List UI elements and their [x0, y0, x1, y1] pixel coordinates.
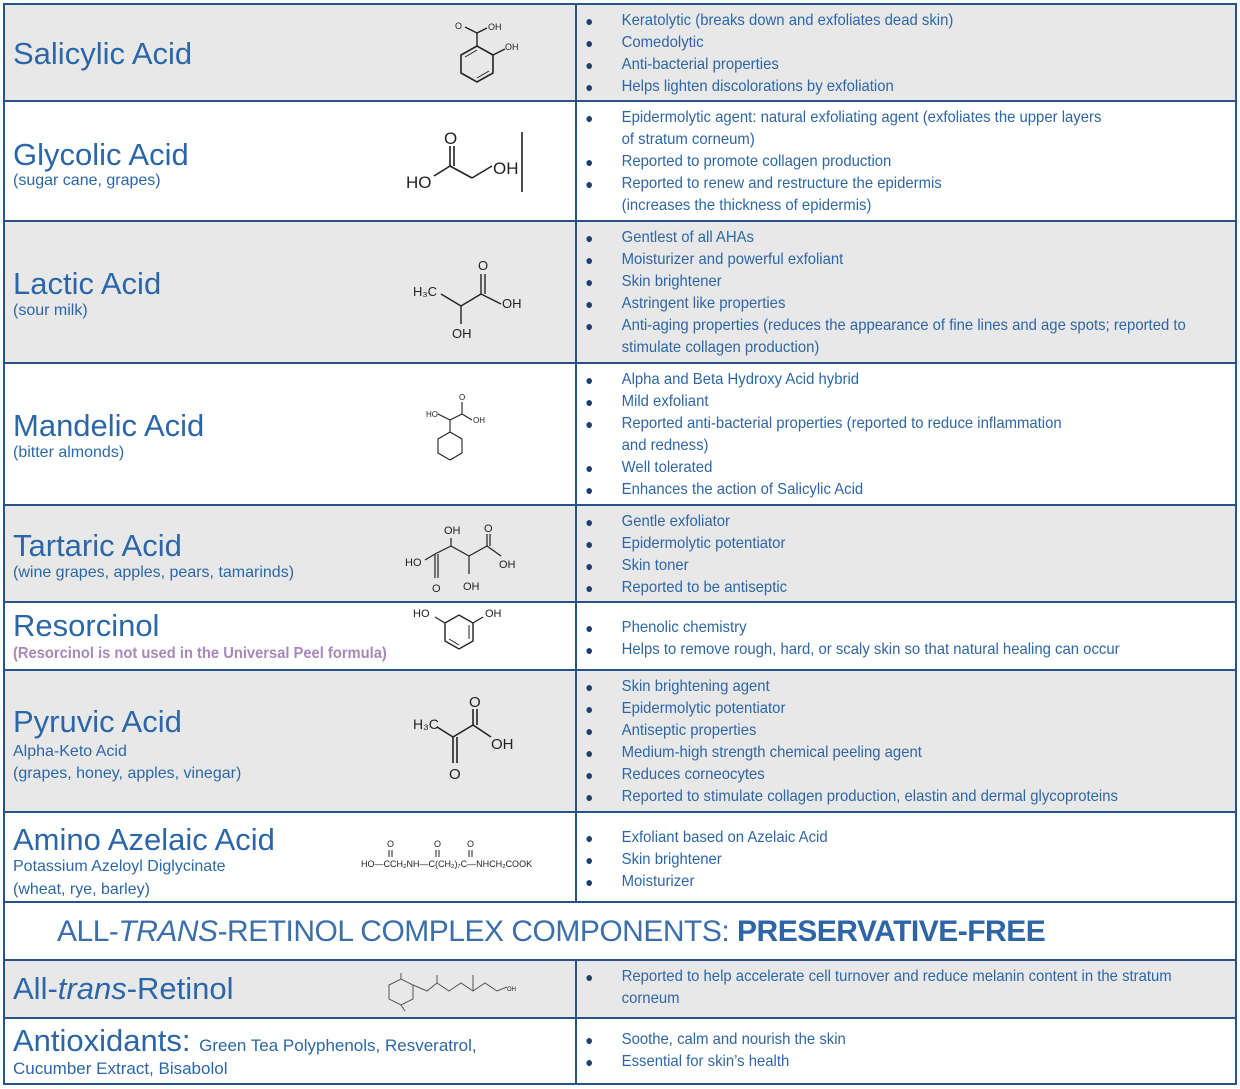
list-item: ● Well tolerated	[585, 459, 713, 476]
ingredient-cell	[5, 222, 575, 362]
property-list	[577, 617, 1235, 661]
list-item: ● Comedolytic	[585, 34, 704, 51]
lactic-structure-icon	[405, 250, 535, 342]
list-item: ● Reported anti-bacterial properties (reported to reduce inflammation	[585, 415, 1062, 432]
properties-cell	[575, 1019, 1235, 1083]
list-item: ● Epidermolytic agent: natural exfoliating agent (exfoliates the upper layers	[585, 109, 1102, 126]
svg-text:HO: HO	[406, 173, 432, 192]
table-row-mandelic	[5, 364, 1235, 506]
amino-azelaic-structure-icon	[357, 835, 557, 875]
ingredient-cell	[5, 813, 575, 901]
svg-text:O: O	[434, 839, 442, 849]
ingredient-cell	[5, 506, 575, 601]
svg-text:OH: OH	[473, 416, 485, 425]
list-item: ● Enhances the action of Salicylic Acid	[585, 481, 864, 498]
svg-text:OH: OH	[499, 559, 516, 571]
table-row-tartaric	[5, 506, 1235, 603]
list-item: ● Epidermolytic potentiator	[585, 700, 786, 717]
svg-text:OH: OH	[452, 326, 472, 341]
ingredients-table	[3, 3, 1237, 1085]
list-item: ● Exfoliant based on Azelaic Acid	[585, 829, 828, 846]
list-item: ● Gentle exfoliator	[585, 513, 730, 530]
table-row-amino-azelaic	[5, 813, 1235, 903]
ingredient-cell	[5, 671, 575, 811]
list-item: ● Reduces corneocytes	[585, 766, 765, 783]
list-item: and redness)	[621, 437, 709, 454]
svg-text:H₃C: H₃C	[413, 716, 439, 732]
list-item: ● Reported to be antiseptic	[585, 579, 788, 596]
list-item: ● Alpha and Beta Hydroxy Acid hybrid	[585, 371, 860, 388]
ingredient-name: All-trans-Retinol	[13, 971, 234, 1006]
ingredient-cell	[5, 961, 575, 1017]
ingredient-cell	[5, 5, 575, 100]
list-item: ● Medium-high strength chemical peeling agent	[585, 744, 922, 761]
properties-cell	[575, 102, 1235, 220]
ingredient-source: (sour milk)	[13, 302, 88, 319]
section-title: ALL-TRANS-RETINOL COMPLEX COMPONENTS: PRESERVATIVE-FREE	[57, 915, 1046, 948]
svg-text:O: O	[459, 393, 466, 402]
ingredient-name: Glycolic Acid	[13, 137, 189, 172]
svg-text:O: O	[387, 839, 395, 849]
list-item: ● Gentlest of all AHAs	[585, 229, 754, 246]
retinol-structure-icon	[375, 965, 525, 1015]
list-item: ● Antiseptic properties	[585, 722, 757, 739]
svg-text:HO: HO	[426, 410, 438, 419]
list-item: ● Phenolic chemistry	[585, 619, 747, 636]
properties-cell	[575, 813, 1235, 901]
property-list	[577, 827, 1235, 893]
list-item: corneum	[621, 990, 680, 1007]
tartaric-structure-icon	[397, 516, 527, 600]
formula-note: (Resorcinol is not used in the Universal Peel formula)	[13, 645, 387, 662]
list-item: ● Epidermolytic potentiator	[585, 535, 786, 552]
list-item: ● Helps to remove rough, hard, or scaly skin so that natural healing can occur	[585, 641, 1120, 658]
list-item: ● Essential for skin’s health	[585, 1053, 790, 1070]
svg-text:O: O	[484, 523, 493, 535]
list-item: ● Moisturizer	[585, 873, 695, 890]
property-list	[577, 227, 1235, 359]
ingredient-name: Mandelic Acid	[13, 408, 205, 443]
ingredient-cell	[5, 364, 575, 504]
ingredient-name: Antioxidants: Green Tea Polyphenols, Resveratrol,	[13, 1023, 477, 1058]
svg-text:OH: OH	[507, 987, 516, 993]
list-item: stimulate collagen production)	[621, 339, 820, 356]
svg-text:H₃C: H₃C	[413, 284, 438, 299]
table-row-antioxidants	[5, 1019, 1235, 1083]
properties-cell	[575, 222, 1235, 362]
ingredient-cell	[5, 1019, 575, 1083]
list-item: ● Skin toner	[585, 557, 689, 574]
pyruvic-structure-icon	[407, 697, 527, 787]
property-list	[577, 966, 1235, 1010]
properties-cell	[575, 671, 1235, 811]
svg-text:O: O	[432, 583, 441, 595]
ingredient-source: (sugar cane, grapes)	[13, 172, 161, 189]
list-item: ● Mild exfoliant	[585, 393, 709, 410]
list-item: ● Soothe, calm and nourish the skin	[585, 1031, 846, 1048]
svg-text:OH: OH	[505, 42, 519, 52]
list-item: ● Reported to promote collagen production	[585, 153, 892, 170]
svg-text:OH: OH	[502, 296, 522, 311]
ingredient-name: Resorcinol	[13, 608, 160, 643]
table-row-resorcinol	[5, 603, 1235, 671]
table-row-lactic	[5, 222, 1235, 364]
ingredient-name: Salicylic Acid	[13, 36, 193, 71]
ingredient-name: Tartaric Acid	[13, 528, 182, 563]
table-row-retinol	[5, 961, 1235, 1019]
properties-cell	[575, 5, 1235, 100]
svg-text:O: O	[469, 697, 481, 711]
list-item: of stratum corneum)	[621, 131, 755, 148]
table-row-salicylic	[5, 5, 1235, 102]
glycolic-structure-icon	[400, 124, 530, 204]
svg-text:O: O	[478, 258, 489, 273]
ingredient-name: Lactic Acid	[13, 266, 162, 301]
list-item: ● Reported to help accelerate cell turnover and reduce melanin content in the stratum	[585, 968, 1172, 985]
properties-cell	[575, 961, 1235, 1017]
svg-text:HO—CCH₂NH—C(CH₂)₇C—NHCH₂COOK: HO—CCH₂NH—C(CH₂)₇C—NHCH₂COOK	[361, 859, 533, 869]
properties-cell	[575, 603, 1235, 669]
svg-text:OH: OH	[491, 736, 514, 753]
ingredient-subtitle: Alpha-Keto Acid	[13, 743, 127, 760]
salicylic-structure-icon	[425, 15, 535, 99]
ingredient-cell	[5, 102, 575, 220]
property-list	[577, 1029, 1235, 1073]
resorcinol-structure-icon	[407, 605, 517, 667]
property-list	[577, 107, 1235, 217]
property-list	[577, 369, 1235, 501]
list-item: ● Astringent like properties	[585, 295, 786, 312]
antioxidant-list: Green Tea Polyphenols, Resveratrol,	[199, 1036, 477, 1055]
mandelic-structure-icon	[420, 390, 500, 470]
ingredient-name: Pyruvic Acid	[13, 704, 182, 739]
table-row-glycolic	[5, 102, 1235, 222]
ingredient-subtitle: Potassium Azeloyl Diglycinate	[13, 858, 226, 875]
list-item: ● Anti-aging properties (reduces the appearance of fine lines and age spots; reported to	[585, 317, 1186, 334]
table-row-pyruvic	[5, 671, 1235, 813]
ingredient-source: (wine grapes, apples, pears, tamarinds)	[13, 564, 295, 581]
list-item: ● Anti-bacterial properties	[585, 56, 779, 73]
svg-text:OH: OH	[463, 581, 480, 593]
ingredient-source: (bitter almonds)	[13, 444, 125, 461]
svg-text:OH: OH	[488, 22, 502, 32]
svg-text:O: O	[455, 21, 463, 31]
svg-text:OH: OH	[493, 159, 519, 178]
property-list	[577, 10, 1235, 98]
svg-text:O: O	[467, 839, 475, 849]
property-list	[577, 676, 1235, 808]
ingredient-source: (grapes, honey, apples, vinegar)	[13, 765, 242, 782]
list-item: ● Moisturizer and powerful exfoliant	[585, 251, 844, 268]
svg-text:OH: OH	[444, 525, 461, 537]
list-item: ● Skin brightener	[585, 851, 722, 868]
list-item: ● Skin brightener	[585, 273, 722, 290]
svg-text:HO: HO	[413, 608, 430, 620]
list-item: (increases the thickness of epidermis)	[621, 197, 872, 214]
property-list	[577, 511, 1235, 599]
list-item: ● Keratolytic (breaks down and exfoliates dead skin)	[585, 12, 954, 29]
list-item: ● Reported to renew and restructure the epidermis	[585, 175, 942, 192]
svg-text:O: O	[449, 766, 461, 783]
ingredient-cell	[5, 603, 575, 669]
list-item: ● Skin brightening agent	[585, 678, 770, 695]
ingredient-name: Amino Azelaic Acid	[13, 822, 275, 857]
svg-text:HO: HO	[405, 557, 422, 569]
section-heading	[5, 903, 1235, 961]
list-item: ● Reported to stimulate collagen production, elastin and dermal glycoproteins	[585, 788, 1118, 805]
svg-text:OH: OH	[485, 608, 502, 620]
properties-cell	[575, 364, 1235, 504]
list-item: ● Helps lighten discolorations by exfoliation	[585, 78, 894, 95]
antioxidant-list-cont: Cucumber Extract, Bisabolol	[13, 1059, 228, 1078]
svg-text:O: O	[444, 129, 458, 148]
properties-cell	[575, 506, 1235, 601]
ingredient-source: (wheat, rye, barley)	[13, 881, 150, 898]
